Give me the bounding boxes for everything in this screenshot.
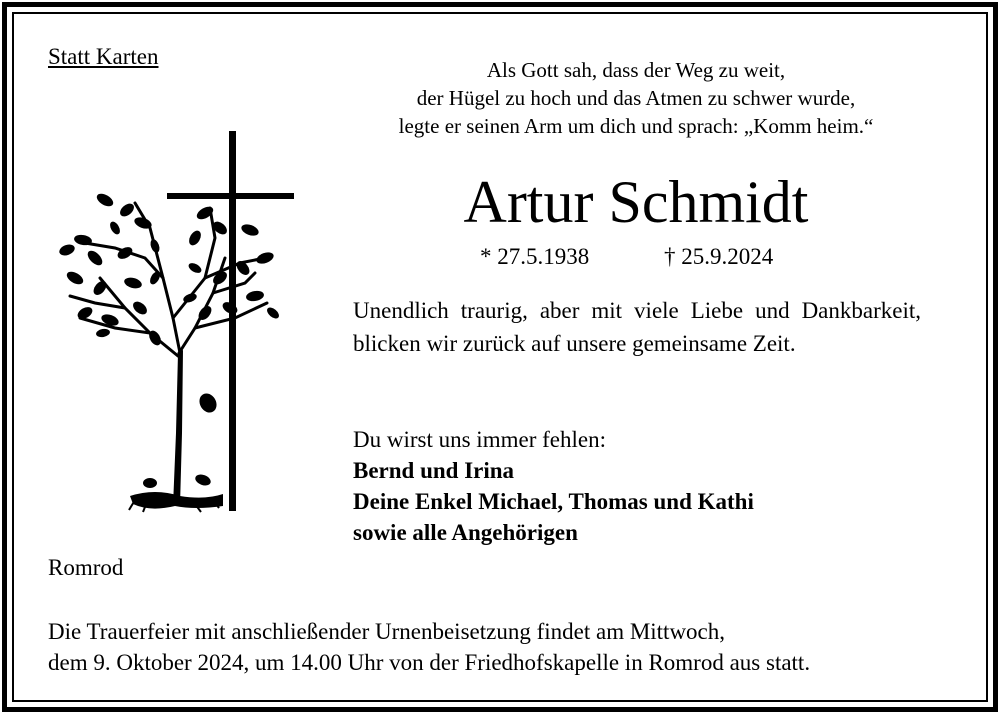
cross-and-tree-icon bbox=[55, 128, 305, 520]
signer-line: sowie alle Angehörigen bbox=[353, 520, 578, 545]
poem-line: legte er seinen Arm um dich und sprach: „Komm heim.“ bbox=[398, 114, 874, 138]
statt-karten-label: Statt Karten bbox=[48, 44, 159, 69]
death-date: † 25.9.2024 bbox=[664, 244, 774, 269]
signers bbox=[353, 455, 754, 548]
poem-line: Als Gott sah, dass der Weg zu weit, bbox=[486, 58, 786, 82]
deceased-name: Artur Schmidt bbox=[463, 169, 809, 235]
signer-line: Bernd und Irina bbox=[353, 458, 515, 483]
notice-line: dem 9. Oktober 2024, um 14.00 Uhr von der Friedhofskapelle in Romrod aus statt. bbox=[48, 650, 811, 675]
condolence-message: Unendlich traurig, aber mit viele Liebe und Dankbarkeit, blicken wir zurück auf unsere gemeinsame Zeit. bbox=[353, 298, 921, 356]
poem-line: der Hügel zu hoch und das Atmen zu schwer wurde, bbox=[416, 86, 856, 110]
funeral-notice bbox=[48, 616, 810, 678]
birth-date: * 27.5.1938 bbox=[480, 244, 590, 269]
closing-line: Du wirst uns immer fehlen: bbox=[353, 427, 606, 452]
poem bbox=[336, 56, 936, 140]
signer-line: Deine Enkel Michael, Thomas und Kathi bbox=[353, 489, 754, 514]
notice-line: Die Trauerfeier mit anschließender Urnenbeisetzung findet am Mittwoch, bbox=[48, 619, 726, 644]
place-name: Romrod bbox=[48, 555, 124, 580]
